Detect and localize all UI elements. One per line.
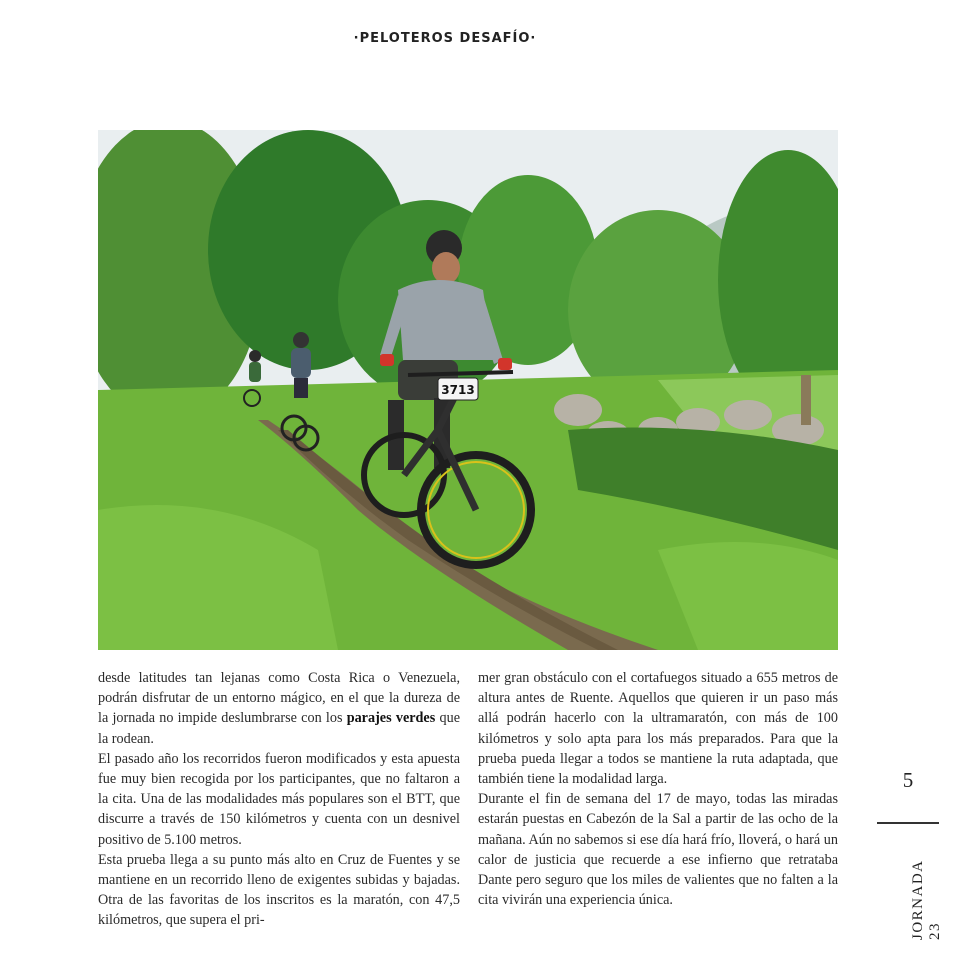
bib-number: 3713 [441,383,475,397]
paragraph: Esta prueba llega a su punto más alto en Cruz de Fuentes y se mantiene en un recorrido lleno de exigentes subidas y bajadas. Otra de las favoritas de los inscritos es la maratón, con 47,5 kilómetros, que supera el pri- [98,851,460,929]
paragraph: Durante el fin de semana del 17 de mayo, todas las miradas estarán puestas en Cabezón de la Sal a partir de las ocho de la mañana. Aún no sabemos si ese día hará frío, lloverá, o hará un calor de justicia que recuerde a ese infierno que retrataba Dante pero seguro que los miles de valientes que no falten a la cita vivirán una experiencia única. [478,791,838,909]
text-run: que la rodean. [98,710,460,747]
paragraph: mer gran obstáculo con el cortafuegos situado a 655 metros de altura antes de Ruente. Aquellos que quieren ir un paso más allá podrán hacerlo con la ultramaratón, con más de 100 kilómetros y solo apta para los más preparados. Para que la prueba pueda llegar a todos se mantiene la ruta adaptada, que también tiene la modalidad larga. [478,670,838,788]
page-number: 5 [902,768,914,792]
text-run: desde latitudes tan lejanas como Costa Rica o Venezuela, podrán disfrutar de un entorno mágico, en el que la dureza de la jornada no impide deslumbrarse con los [98,670,460,727]
article-right-column [478,668,838,910]
paragraph [98,668,460,749]
running-head: ·PELOTEROS DESAFÍO· [353,31,537,46]
cyclists-photo [98,130,838,650]
issue-label: JORNADA 23 [910,860,943,940]
paragraph: El pasado año los recorridos fueron modificados y esta apuesta fue muy bien recogida por los participantes, que no faltaron a la cita. Una de las modalidades más populares son el BTT, que discurre a través de 150 kilómetros y cuenta con un desnivel positivo de 5.100 metros. [98,750,460,848]
divider [877,822,939,824]
highlight-text: parajes verdes [346,710,436,727]
article-left-column [98,668,460,931]
